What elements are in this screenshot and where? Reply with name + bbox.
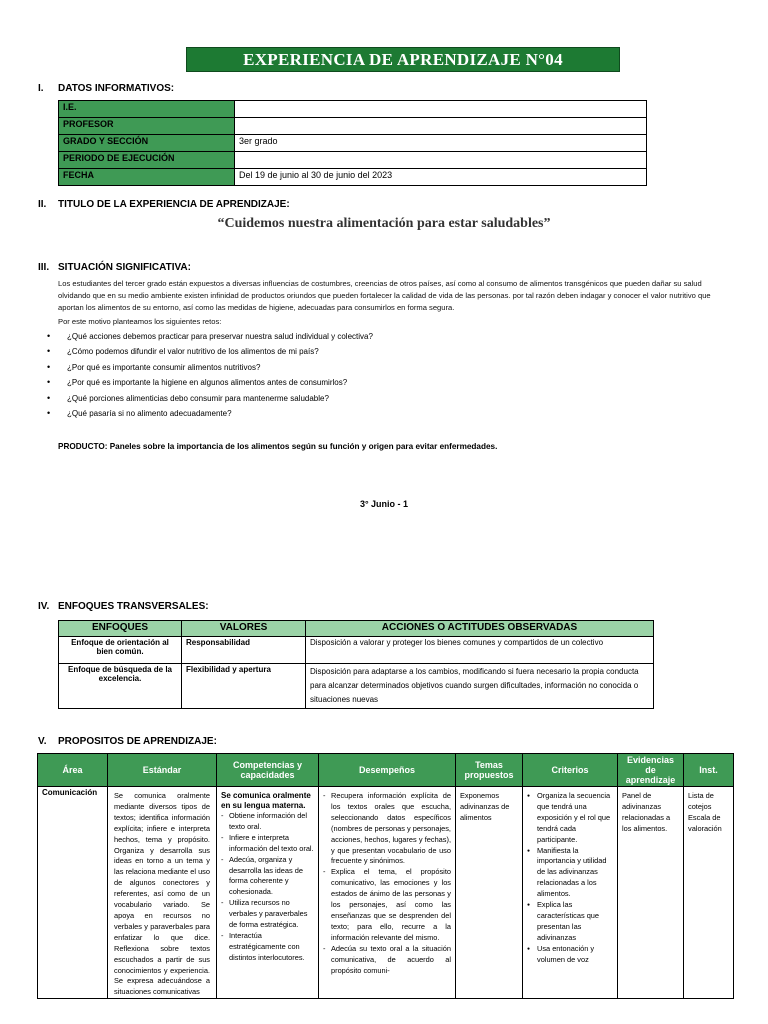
datos-value: Del 19 de junio al 30 de junio del 2023	[235, 169, 647, 186]
propositos-header: Estándar	[108, 754, 217, 787]
accion-cell: Disposición para adaptarse a los cambios, modificando si fuera necesario la propia conducta para alcanzar determinados objetivos cuando surgen dificultades, información no conocida o situaciones nuevas	[306, 664, 654, 709]
capacidad-item: - Interactúa estratégicamente con distintos interlocutores.	[221, 931, 314, 964]
list-item: • ¿Qué porciones alimenticias debo consumir para mantenerme saludable?	[38, 391, 728, 406]
datos-table	[58, 100, 647, 186]
desempeno-item: - Adecúa su texto oral a la situación comunicativa, de acuerdo al propósito comuni-	[323, 944, 451, 977]
capacidad-item: - Utiliza recursos no verbales y paraverbales de forma estratégica.	[221, 898, 314, 931]
instrumentos-cell: Lista de cotejos Escala de valoración	[684, 787, 734, 999]
list-item: • ¿Por qué es importante consumir alimentos nutritivos?	[38, 360, 728, 375]
datos-value	[235, 152, 647, 169]
enfoque-cell: Enfoque de orientación al bien común.	[59, 637, 182, 664]
competencia-title: Se comunica oralmente en su lengua materna.	[221, 791, 311, 810]
datos-value	[235, 101, 647, 118]
datos-label: PERIODO DE EJECUCIÓN	[59, 152, 235, 169]
enfoques-header: ENFOQUES	[59, 621, 182, 637]
criterio-item: ● Organiza la secuencia que tendrá una exposición y el rol que tendrá cada participante.	[527, 791, 613, 846]
section-heading-situacion: III. SITUACIÓN SIGNIFICATIVA:	[38, 262, 191, 273]
date-mark: 3° Junio - 1	[359, 499, 409, 509]
propositos-header: Inst.	[684, 754, 734, 787]
capacidad-item: - Obtiene información del texto oral.	[221, 811, 314, 833]
section-heading-titulo: II. TITULO DE LA EXPERIENCIA DE APRENDIZAJE:	[38, 199, 290, 210]
valor-cell: Flexibilidad y apertura	[182, 664, 306, 709]
propositos-header: Competencias y capacidades	[217, 754, 319, 787]
temas-cell: Exponemos adivinanzas de alimentos	[456, 787, 523, 999]
section-heading-propositos: V. PROPOSITOS DE APRENDIZAJE:	[38, 736, 217, 747]
list-item: • ¿Por qué es importante la higiene en algunos alimentos antes de consumirlos?	[38, 375, 728, 390]
producto-text: PRODUCTO: Paneles sobre la importancia de los alimentos según su función y origen para evitar enfermedades.	[58, 442, 498, 451]
propositos-header: Área	[38, 754, 108, 787]
desempeno-item: - Explica el tema, el propósito comunicativo, las emociones y los estados de ánimo de las personas y los personajes, así como las enseñanzas que se desprenden del texto; para ello, recurre a la información relevante del mismo.	[323, 867, 451, 943]
evidencias-cell: Panel de adivinanzas relacionadas a los alimentos.	[618, 787, 684, 999]
capacidad-item: - Adecúa, organiza y desarrolla las ideas de forma coherente y cohesionada.	[221, 855, 314, 899]
propositos-table	[37, 753, 734, 999]
datos-label: I.E.	[59, 101, 235, 118]
situacion-intro: Por este motivo planteamos los siguientes retos:	[58, 317, 222, 326]
estandar-cell: Se comunica oralmente mediante diversos tipos de textos; identifica información explícita; infiere e interpreta hechos, tema y propósito. Organiza y desarrolla sus ideas en torno a un tema y las relaciona mediante el uso de algunos conectores y referentes, así como de un vocabulario variado. Se apoya en recursos no verbales y paraverbales para enfatizar lo que dice. Reflexiona sobre textos escuchados a partir de sus conocimientos y experiencia. Se expresa adecuándose a situaciones comunicativas	[108, 787, 217, 999]
valor-cell: Responsabilidad	[182, 637, 306, 664]
competencias-cell	[217, 787, 319, 999]
criterio-item: ● Explica las características que presentan las adivinanzas	[527, 900, 613, 944]
situacion-paragraph: Los estudiantes del tercer grado están expuestos a diversas influencias de costumbres, creencias de otros países, así como al consumo de alimentos transgénicos que pueden dañar su salud olvidando que en su medio ambiente existen infinidad de productos oriundos que pueden fortalecer la calidad de vida de las personas. por tal razón deben indagar y conocer el valor nutritivo que aportan los alimentos de su entorno, así como las medidas de higiene, adecuadas para consumirlos en forma segura.	[58, 279, 711, 312]
area-cell: Comunicación	[38, 787, 108, 999]
datos-label: FECHA	[59, 169, 235, 186]
datos-label: PROFESOR	[59, 118, 235, 135]
retos-list	[38, 329, 728, 421]
section-heading-datos: I. DATOS INFORMATIVOS:	[38, 83, 175, 94]
enfoques-header: VALORES	[182, 621, 306, 637]
enfoque-cell: Enfoque de búsqueda de la excelencia.	[59, 664, 182, 709]
criterio-item: ● Usa entonación y volumen de voz	[527, 944, 613, 966]
desempeno-item: - Recupera información explícita de los textos orales que escucha, seleccionando datos específicos (nombres de personas y personajes, acciones, hechos, lugares y fechas), y que presentan vocabulario de uso frecuente y sinónimos.	[323, 791, 451, 867]
propositos-header: Criterios	[523, 754, 618, 787]
section-heading-enfoques: IV. ENFOQUES TRANSVERSALES:	[38, 601, 209, 612]
propositos-header: Temas propuestos	[456, 754, 523, 787]
datos-value	[235, 118, 647, 135]
page-title: EXPERIENCIA DE APRENDIZAJE N°04	[186, 47, 620, 72]
datos-label: GRADO Y SECCIÓN	[59, 135, 235, 152]
datos-value: 3er grado	[235, 135, 647, 152]
list-item: • ¿Qué acciones debemos practicar para preservar nuestra salud individual y colectiva?	[38, 329, 728, 344]
list-item: • ¿Cómo podemos difundir el valor nutritivo de los alimentos de mi país?	[38, 344, 728, 359]
list-item: • ¿Qué pasaría si no alimento adecuadamente?	[38, 406, 728, 421]
accion-cell: Disposición a valorar y proteger los bienes comunes y compartidos de un colectivo	[306, 637, 654, 664]
criterios-cell	[523, 787, 618, 999]
capacidad-item: - Infiere e interpreta información del texto oral.	[221, 833, 314, 855]
propositos-header: Evidencias de aprendizaje	[618, 754, 684, 787]
desempenos-cell	[319, 787, 456, 999]
enfoques-header: ACCIONES O ACTITUDES OBSERVADAS	[306, 621, 654, 637]
criterio-item: ● Manifiesta la importancia y utilidad de las adivinanzas relacionadas a los alimentos.	[527, 846, 613, 901]
enfoques-table	[58, 620, 654, 709]
experience-title: “Cuidemos nuestra alimentación para estar saludables”	[217, 216, 551, 231]
propositos-header: Desempeños	[319, 754, 456, 787]
